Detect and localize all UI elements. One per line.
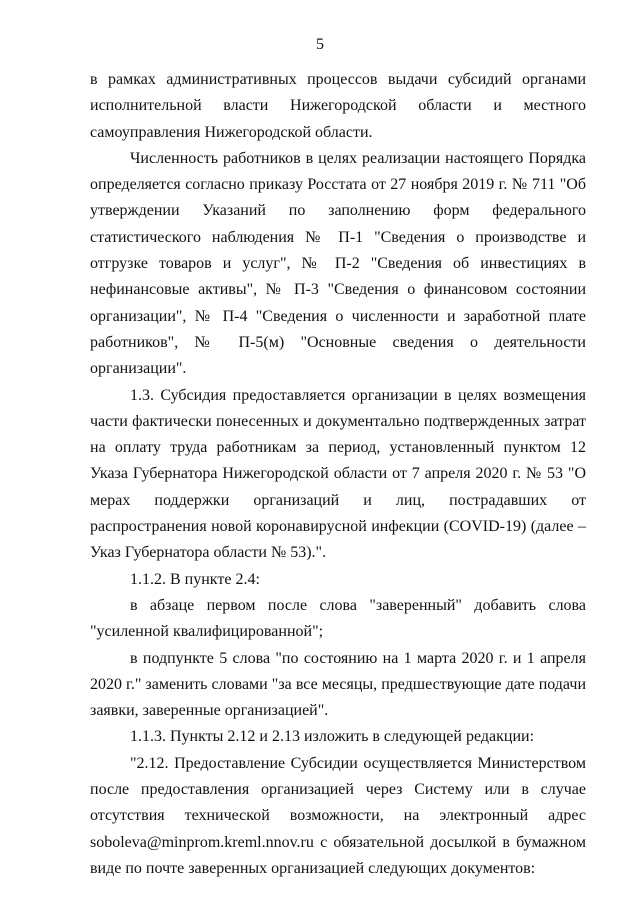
paragraph-first-abzac-change: в абзаце первом после слова "заверенный" добавить слова "усиленной квалифицированной"; <box>90 596 586 641</box>
paragraph-1-1-3-heading: 1.1.3. Пункты 2.12 и 2.13 изложить в следующей редакции: <box>130 728 535 746</box>
paragraph-subpoint-5-change: в подпункте 5 слова "по состоянию на 1 марта 2020 г. и 1 апреля 2020 г." заменить словами "за все месяцы, предшествующие дате подачи заявки, заверенные организацией". <box>90 649 586 720</box>
paragraph-continuation: в рамках административных процессов выдачи субсидий органами исполнительной власти Нижегородской области и местного самоуправления Нижегородской области. <box>90 71 586 141</box>
paragraph-1-3-subsidy: 1.3. Субсидия предоставляется организации в целях возмещения части фактически понесенных и документально подтвержденных затрат на оплату труда работникам за период, установленный пунктом 12 Указа Губернатора Нижегородской области от 7 апреля 2020 г. № 53 "О мерах поддержки организаций и лиц, пострадавших от распространения новой коронавирусной инфекции (COVID-19) (далее – Указ Губернатора области № 53).". <box>90 386 586 562</box>
paragraph-2-12: "2.12. Предоставление Субсидии осуществляется Министерством после предоставления организацией через Систему или в случае отсутствия технической возможности, на электронный адрес soboleva@minprom.kreml.nnov.ru с обязательной досылкой в бумажном виде по почте заверенных организацией следующих документов: <box>90 754 586 877</box>
paragraph-1-1-2-heading: 1.1.2. В пункте 2.4: <box>130 570 260 588</box>
page-number: 5 <box>316 36 324 53</box>
paragraph-employee-count: Численность работников в целях реализации настоящего Порядка определяется согласно приказу Росстата от 27 ноября 2019 г. № 711 "Об утверждении Указаний по заполнению форм федерального статистического наблюдения № П-1 "Сведения о производстве и отгрузке товаров и услуг", № П-2 "Сведения об инвестициях в нефинансовые активы", № П-3 "Сведения о финансовом состоянии организации", № П-4 "Сведения о численности и заработной плате работников", № П-5(м) "Основные сведения о деятельности организации". <box>90 149 586 378</box>
document-body <box>90 67 586 882</box>
